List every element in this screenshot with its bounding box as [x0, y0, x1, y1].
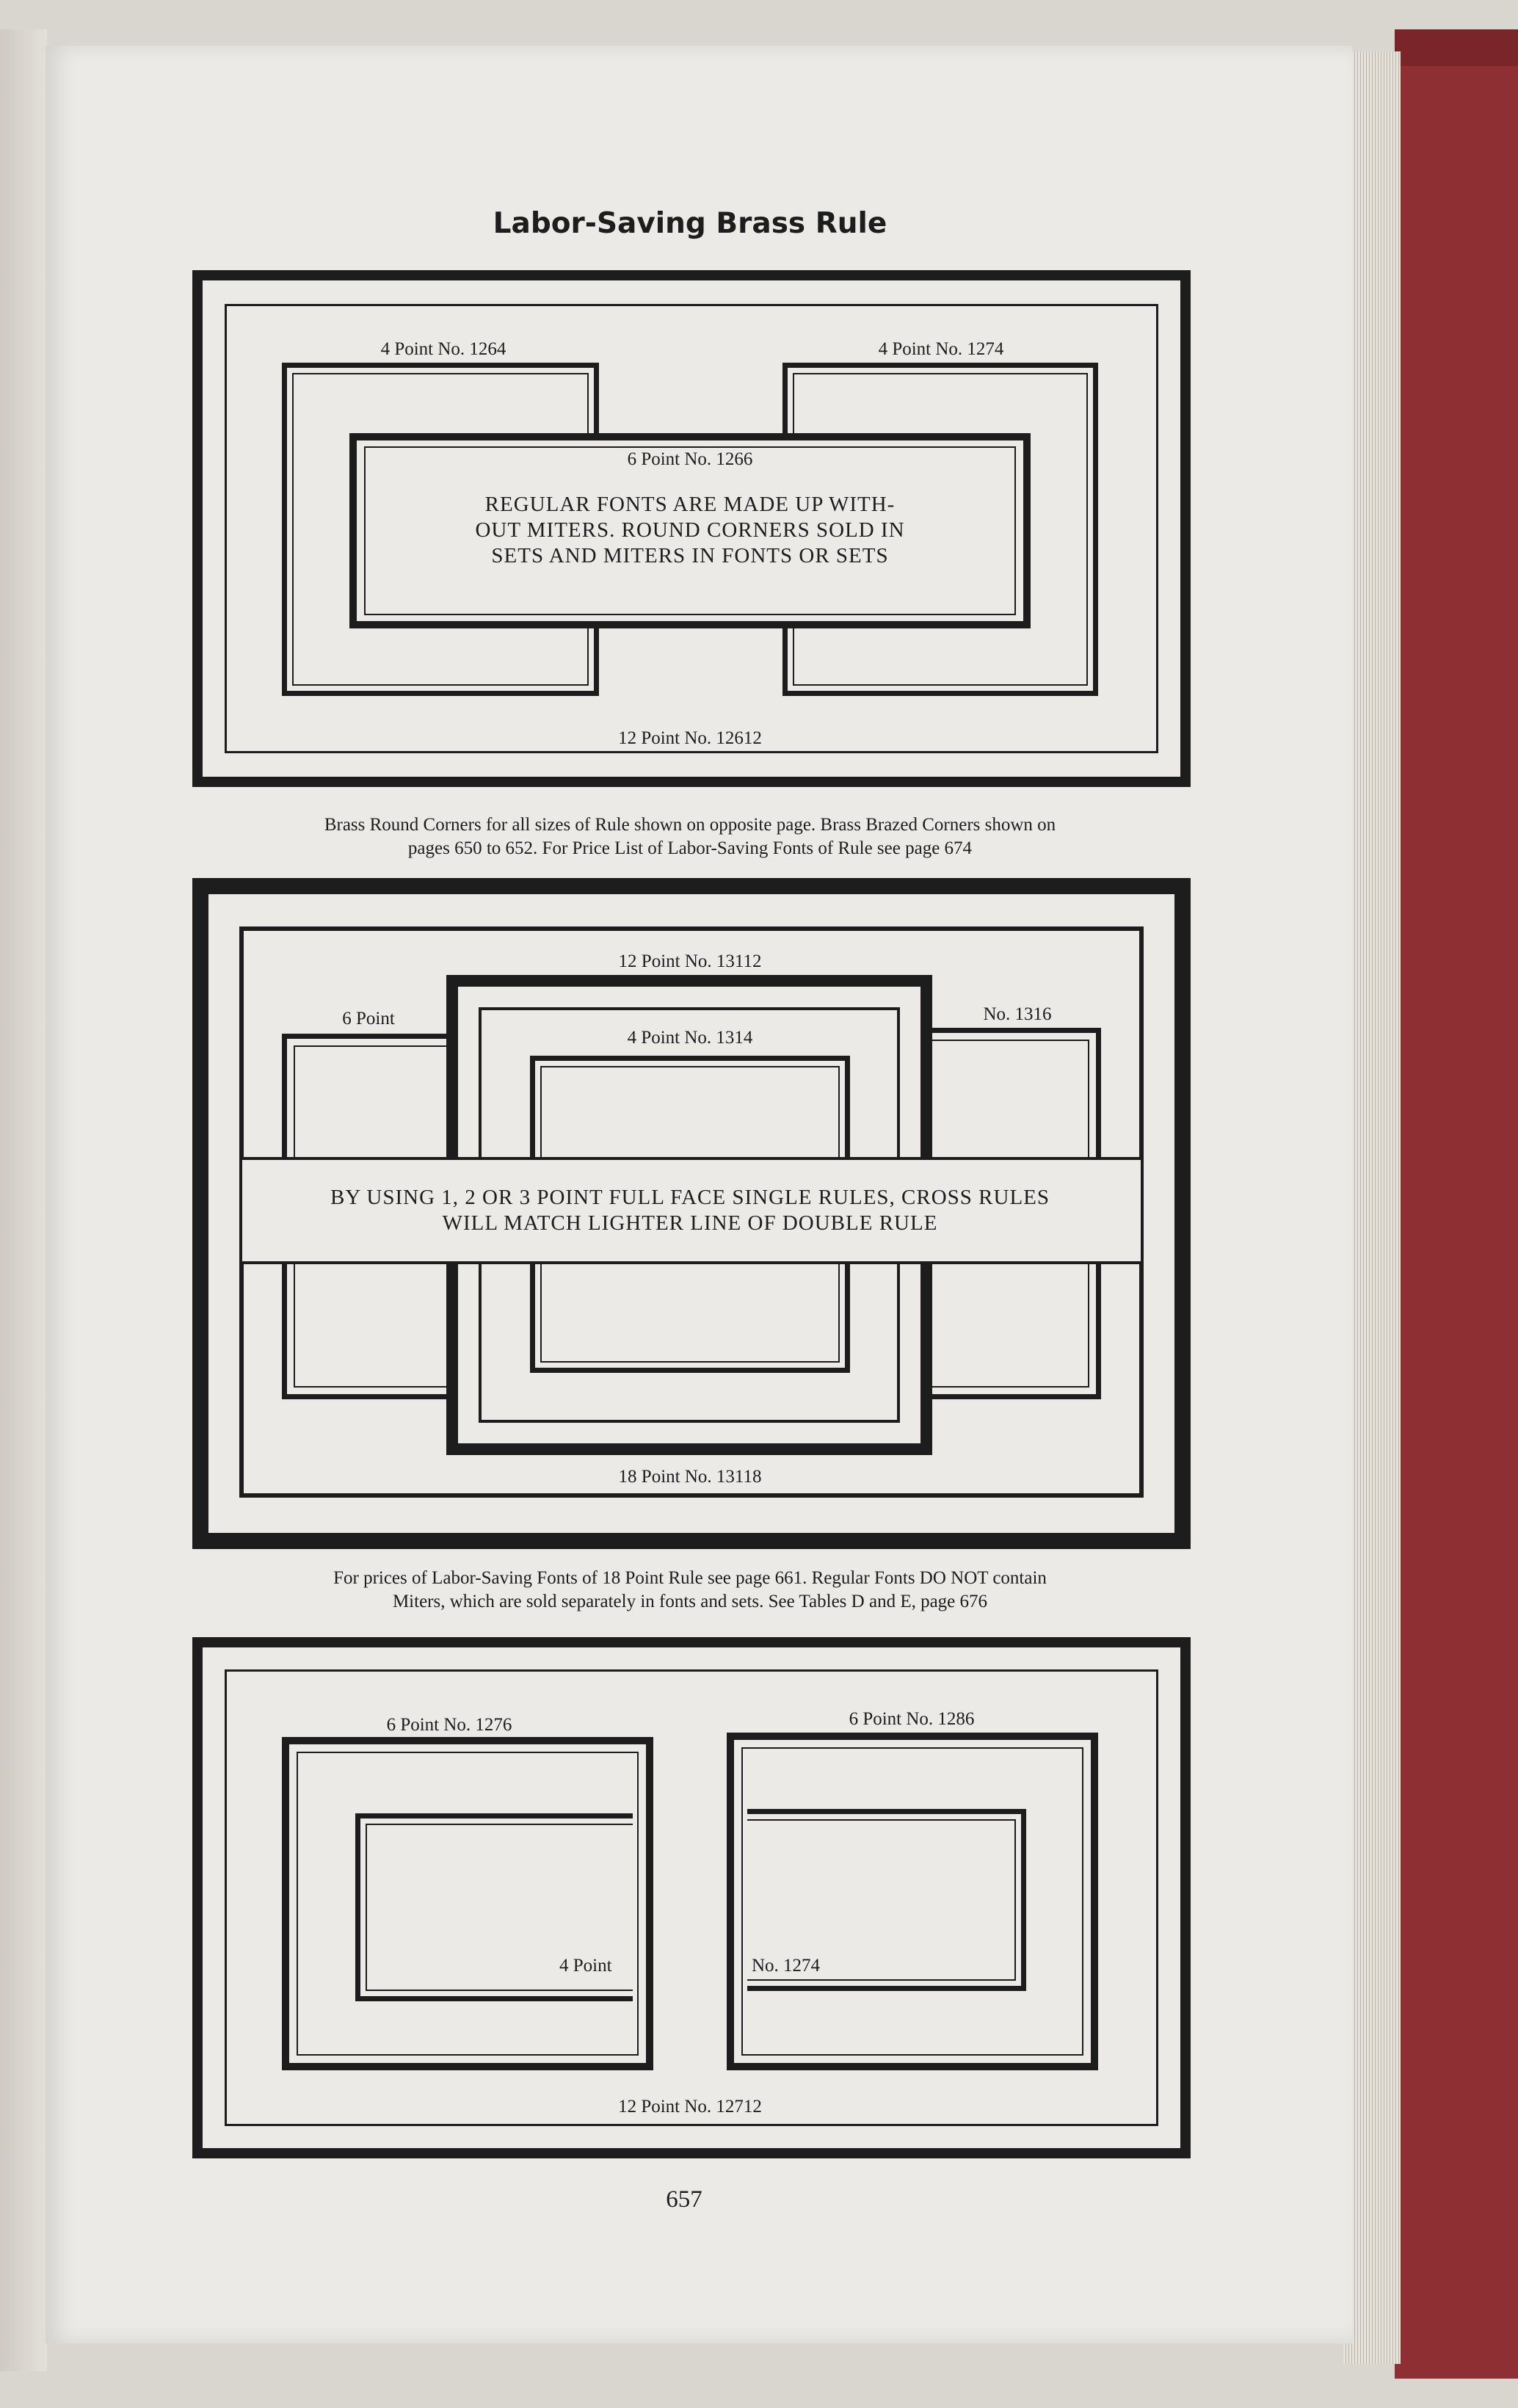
- page-number: 657: [666, 2186, 702, 2213]
- book-cover: [1395, 66, 1518, 2379]
- panel2-label-bottom: 18 Point No. 13118: [618, 1467, 762, 1487]
- panel1-label-bottom: 12 Point No. 12612: [618, 728, 762, 748]
- panel1-label-top-right: 4 Point No. 1274: [878, 339, 1004, 359]
- panel2-label-right: No. 1316: [983, 1004, 1052, 1024]
- panel1-center-text-line: OUT MITERS. ROUND CORNERS SOLD IN: [475, 518, 905, 542]
- page-title: Labor-Saving Brass Rule: [493, 207, 887, 240]
- panel1-center-text: [475, 492, 904, 569]
- caption-2-line: Miters, which are sold separately in fonts and sets. See Tables D and E, page 676: [392, 1592, 988, 1611]
- panel2-band-text: [330, 1185, 1050, 1236]
- panel2-label-left: 6 Point: [342, 1009, 395, 1029]
- panel3-label-bottom: 12 Point No. 12712: [618, 2097, 762, 2117]
- caption-1: [324, 813, 1056, 860]
- facing-page-edge: [0, 29, 47, 2371]
- caption-1-line: pages 650 to 652. For Price List of Labor-Saving Fonts of Rule see page 674: [407, 838, 973, 858]
- panel2-label-inner: 4 Point No. 1314: [627, 1028, 753, 1048]
- panel1-label-top-left: 4 Point No. 1264: [380, 339, 506, 359]
- panel3-label-left: 6 Point No. 1276: [386, 1715, 512, 1735]
- caption-2: [333, 1567, 1047, 1614]
- panel2-band-text-line: WILL MATCH LIGHTER LINE OF DOUBLE RULE: [442, 1211, 938, 1235]
- panel2-label-top: 12 Point No. 13112: [618, 951, 762, 971]
- panel3-label-inner-left: 4 Point: [559, 1956, 612, 1976]
- panel2-band-text-line: BY USING 1, 2 OR 3 POINT FULL FACE SINGLE RULES, CROSS RULES: [330, 1186, 1050, 1209]
- panel1-center-text-line: REGULAR FONTS ARE MADE UP WITH-: [484, 493, 896, 516]
- caption-2-line: For prices of Labor-Saving Fonts of 18 Point Rule see page 661. Regular Fonts DO NOT contain: [333, 1568, 1047, 1588]
- panel3-label-right: 6 Point No. 1286: [849, 1709, 975, 1729]
- panel3-label-inner-right: No. 1274: [752, 1956, 821, 1976]
- caption-1-line: Brass Round Corners for all sizes of Rule shown on opposite page. Brass Brazed Corners shown on: [324, 815, 1056, 835]
- panel1-center-text-line: SETS AND MITERS IN FONTS OR SETS: [491, 544, 889, 567]
- panel1-label-center: 6 Point No. 1266: [627, 449, 753, 469]
